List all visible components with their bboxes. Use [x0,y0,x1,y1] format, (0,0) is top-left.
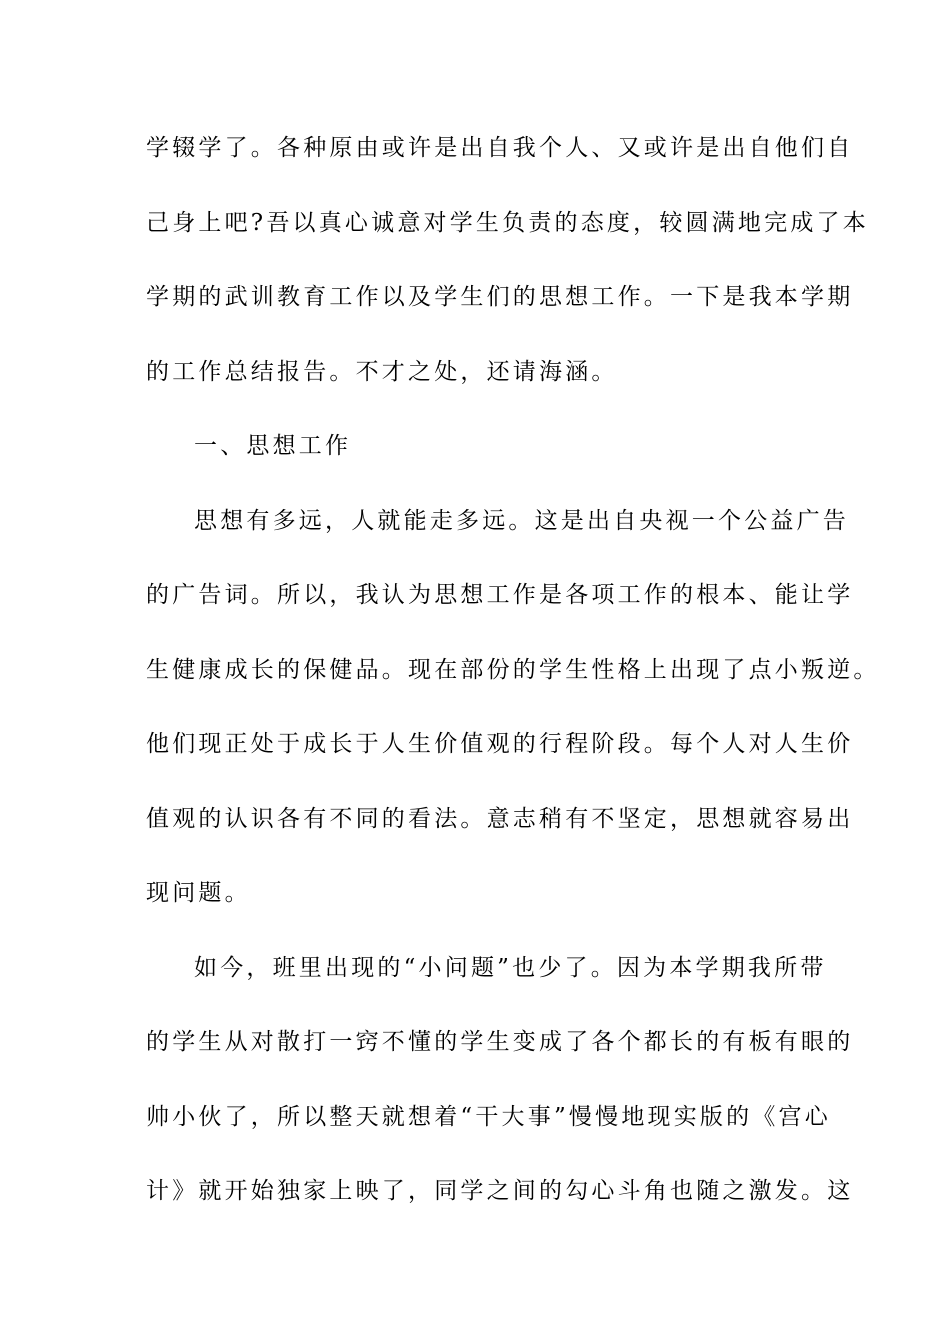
text-line: 的广告词。所以，我认为思想工作是各项工作的根本、能让学 [146,582,854,608]
text-line: 的工作总结报告。不才之处，还请海涵。 [146,358,618,385]
paragraph-start: 思想有多远，人就能走多远。这是出自央视一个公益广告 [194,507,849,534]
text-line: 己身上吧?吾以真心诚意对学生负责的态度，较圆满地完成了本 [146,209,869,236]
text-line: 学期的武训教育工作以及学生们的思想工作。一下是我本学期 [146,284,854,310]
text-line: 计》就开始独家上映了，同学之间的勾心斗角也随之激发。这 [146,1178,854,1204]
section-heading: 一、思想工作 [194,433,352,459]
body-text [146,128,880,1246]
text-line: 生健康成长的保健品。现在部份的学生性格上出现了点小叛逆。 [146,656,880,683]
text-line: 帅小伙了，所以整天就想着“干大事”慢慢地现实版的《宫心 [146,1103,831,1130]
text-line: 的学生从对散打一窍不懂的学生变成了各个都长的有板有眼的 [146,1029,854,1055]
text-line: 他们现正处于成长于人生价值观的行程阶段。每个人对人生价 [146,731,854,757]
text-line: 学辍学了。各种原由或许是出自我个人、又或许是出自他们自 [146,135,854,161]
paragraph-start: 如今，班里出现的“小问题”也少了。因为本学期我所带 [194,954,827,981]
text-line: 值观的认识各有不同的看法。意志稍有不坚定，思想就容易出 [146,805,854,832]
text-line: 现问题。 [146,880,251,906]
